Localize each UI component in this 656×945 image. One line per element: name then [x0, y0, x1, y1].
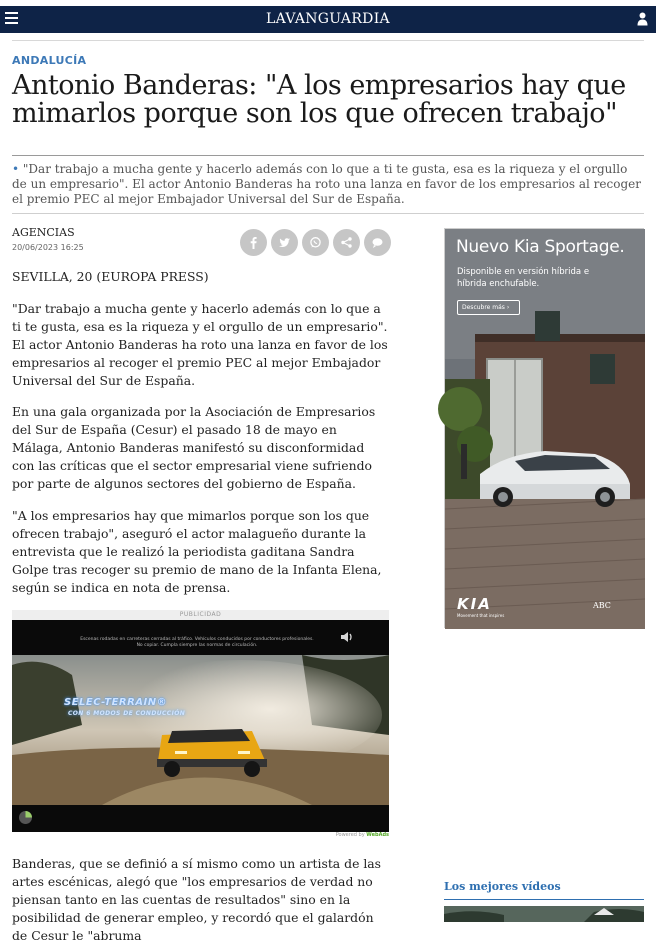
twitter-icon: [278, 236, 291, 249]
ad-video-frame: [12, 655, 389, 805]
ad-subtitle: Disponible en versión híbrida e híbrida enchufable.: [457, 267, 590, 289]
best-videos-title[interactable]: Los mejores vídeos: [444, 880, 561, 893]
ad-cta-label: Descubre más: [462, 304, 505, 311]
share-icon: [340, 236, 353, 249]
article-paragraph: En una gala organizada por la Asociación de Empresarios del Sur de España (Cesur) el pasado 18 de mayo en Málaga, Antonio Banderas manifestó su disconformidad con las críticas que el sector empresarial viene sufriendo por parte de algunos sectores del gobierno de España.: [12, 404, 376, 491]
ad-disclaimer-line: No copiar. Cumpla siempre las normas de circulación.: [136, 643, 258, 648]
lead-divider-top: [12, 155, 644, 156]
ad-video-player[interactable]: [12, 620, 389, 832]
article-date: 20/06/2023 16:25: [12, 243, 84, 252]
top-navigation-bar: [0, 6, 656, 33]
lead-divider-bottom: [12, 213, 644, 214]
facebook-icon: [247, 236, 260, 249]
powered-by-text: Powered by: [335, 832, 365, 838]
powered-by: [12, 832, 389, 839]
site-logo[interactable]: LAVANGUARDIA: [266, 11, 390, 27]
powered-by-brand: WebAds: [366, 832, 389, 838]
ad-promo-subtitle: CON 6 MODOS DE CONDUCCIÓN: [68, 710, 186, 717]
whatsapp-icon: [309, 236, 322, 249]
user-icon[interactable]: [637, 12, 648, 26]
share-button[interactable]: [333, 229, 360, 256]
comment-icon: [371, 236, 384, 249]
article-author: AGENCIAS: [12, 226, 75, 239]
ad-cta-button[interactable]: Descubre más ›: [457, 300, 520, 315]
article-paragraph: SEVILLA, 20 (EUROPA PRESS): [12, 269, 209, 284]
article-headline: Antonio Banderas: "A los empresarios hay que mimarlos porque son los que ofrecen trabajo": [12, 70, 626, 129]
ad-disclaimer-line: Escenas rodadas en carreteras cerradas al tráfico. Vehículos conducidos por conductores profesionales.: [80, 637, 314, 642]
article-paragraph: Banderas, que se definió a sí mismo como un artista de las artes escénicas, alegó que "los empresarios de verdad no piensan tanto en las cuentas de resultados" sino en la posibilidad de generar empleo, y recordó que el galardón de Cesur le "abruma: [12, 856, 382, 943]
kia-logo: KIA: [457, 595, 492, 613]
comment-button[interactable]: [364, 229, 391, 256]
lead-text: "Dar trabajo a mucha gente y hacerlo además con lo que a ti te gusta, esa es la riqueza y el orgullo de un empresario". El actor Antonio Banderas ha roto una lanza en favor de los empresarios al recoger el premio PEC al mejor Embajador Universal del Sur de España.: [12, 162, 641, 206]
video-thumbnail[interactable]: [444, 906, 644, 922]
best-videos-divider: [444, 899, 644, 900]
article-paragraph: "Dar trabajo a mucha gente y hacerlo además con lo que a ti te gusta, esa es la riqueza y el orgullo de un empresario". El actor Antonio Banderas ha roto una lanza en favor de los empresarios al recoger el premio PEC al mejor Embajador Universal del Sur de España.: [12, 301, 388, 388]
display-ad[interactable]: [444, 228, 644, 628]
article-lead: [12, 162, 644, 207]
ad-badge: ABC: [593, 601, 611, 610]
facebook-share-button[interactable]: [240, 229, 267, 256]
ad-tagline: Movement that inspires: [457, 613, 505, 618]
section-link[interactable]: ANDALUCÍA: [12, 54, 87, 67]
twitter-share-button[interactable]: [271, 229, 298, 256]
progress-ring-icon: [18, 810, 33, 825]
share-buttons: [240, 229, 391, 256]
section-divider: [12, 40, 644, 41]
video-ad: [12, 610, 389, 839]
whatsapp-share-button[interactable]: [302, 229, 329, 256]
ad-label: PUBLICIDAD: [12, 610, 389, 620]
ad-title: Nuevo Kia Sportage.: [456, 237, 625, 257]
ad-disclaimer: [72, 637, 322, 649]
article-paragraph: "A los empresarios hay que mimarlos porque son los que ofrecen trabajo", aseguró el actor malagueño durante la entrevista que le realizó la periodista gaditana Sandra Golpe tras recoger su premio de mano de la Infanta Elena, según se indica en nota de prensa.: [12, 508, 382, 595]
lead-bullet: •: [12, 162, 20, 176]
sound-icon[interactable]: [339, 629, 355, 645]
ad-promo-title: SELEC-TERRAIN®: [64, 697, 168, 708]
